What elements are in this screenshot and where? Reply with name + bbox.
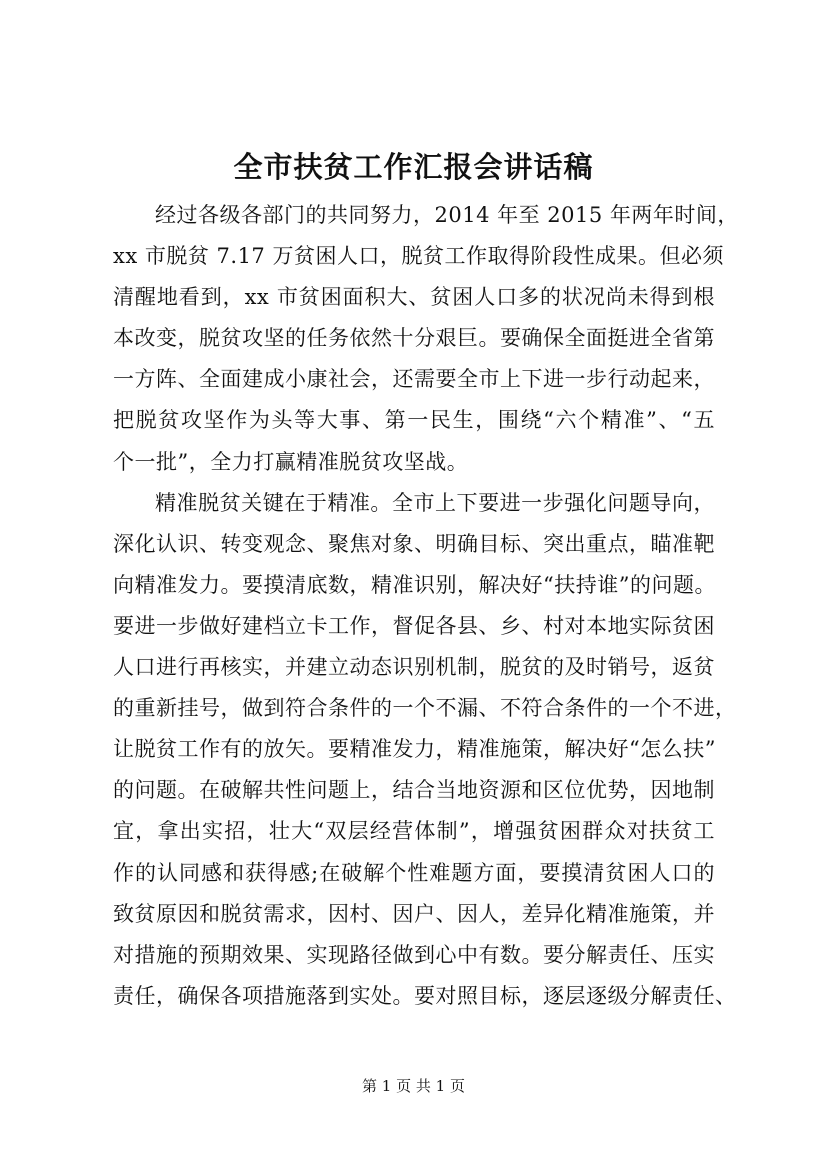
paragraph-line: 把脱贫攻坚作为头等大事、第一民生，围绕“六个精准”、“五 — [113, 408, 715, 433]
paragraph-line: 人口进行再核实，并建立动态识别机制，脱贫的及时销号，返贫 — [113, 655, 715, 680]
document-title: 全市扶贫工作汇报会讲话稿 — [233, 150, 594, 184]
paragraph-line: 作的认同感和获得感;在破解个性难题方面，要摸清贫困人口的 — [113, 860, 715, 885]
paragraph-line: 向精准发力。要摸清底数，精准识别，解决好“扶持谁”的问题。 — [113, 572, 716, 597]
paragraph-line: 宜，拿出实招，壮大“双层经营体制”，增强贫困群众对扶贫工 — [113, 819, 715, 844]
paragraph-line: 致贫原因和脱贫需求，因村、因户、因人，差异化精准施策，并 — [113, 901, 715, 926]
paragraph-line: xx 市脱贫 7.17 万贫困人口，脱贫工作取得阶段性成果。但必须 — [113, 244, 724, 269]
paragraph-2 — [113, 483, 737, 1017]
paragraph-line: 本改变，脱贫攻坚的任务依然十分艰巨。要确保全面挺进全省第 — [113, 326, 715, 351]
paragraph-line: 的问题。在破解共性问题上，结合当地资源和区位优势，因地制 — [113, 778, 715, 803]
paragraph-line: 责任，确保各项措施落到实处。要对照目标，逐层逐级分解责任、 — [113, 983, 737, 1008]
paragraph-line: 一方阵、全面建成小康社会，还需要全市上下进一步行动起来， — [113, 367, 715, 392]
paragraph-line: 个一批”，全力打赢精准脱贫攻坚战。 — [113, 449, 469, 474]
paragraph-line: 对措施的预期效果、实现路径做到心中有数。要分解责任、压实 — [113, 942, 715, 967]
document-body — [113, 195, 739, 1017]
paragraph-line: 深化认识、转变观念、聚焦对象、明确目标、突出重点，瞄准靶 — [113, 531, 715, 556]
paragraph-line: 让脱贫工作有的放矢。要精准发力，精准施策，解决好“怎么扶” — [113, 737, 716, 762]
paragraph-line: 清醒地看到，xx 市贫困面积大、贫困人口多的状况尚未得到根 — [113, 285, 715, 310]
page-number-footer: 第 1 页 共 1 页 — [362, 1077, 465, 1095]
paragraph-line: 精准脱贫关键在于精准。全市上下要进一步强化问题导向， — [155, 490, 715, 515]
paragraph-line: 要进一步做好建档立卡工作，督促各县、乡、村对本地实际贫困 — [113, 613, 715, 638]
paragraph-1 — [113, 195, 739, 483]
paragraph-line: 经过各级各部门的共同努力，2014 年至 2015 年两年时间， — [155, 203, 739, 227]
paragraph-line: 的重新挂号，做到符合条件的一个不漏、不符合条件的一个不进， — [113, 696, 737, 721]
